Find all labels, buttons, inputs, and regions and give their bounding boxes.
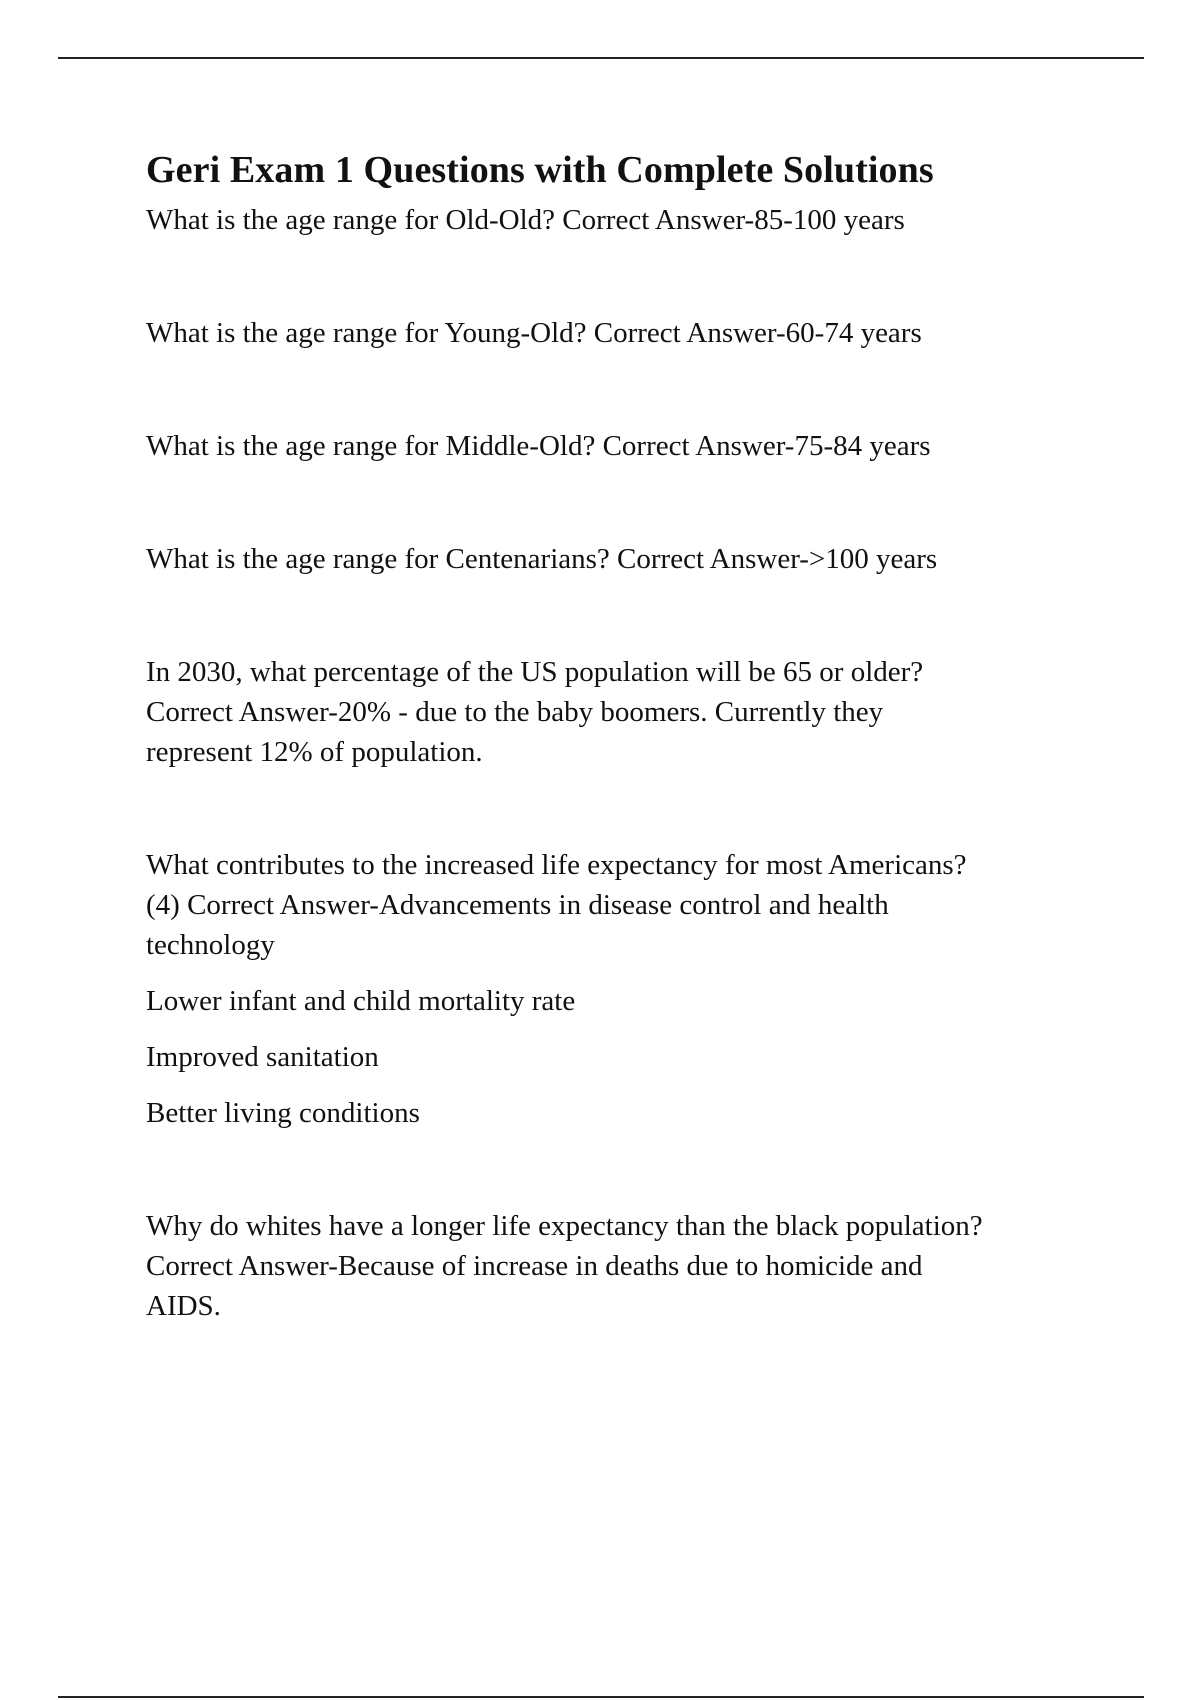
bottom-rule: [58, 1696, 1144, 1698]
top-rule: [58, 57, 1144, 59]
qa-line: What contributes to the increased life expectancy for most Americans?: [146, 849, 967, 881]
page-title: Geri Exam 1 Questions with Complete Solutions: [146, 149, 934, 191]
qa-line: What is the age range for Old-Old? Correct Answer-85-100 years: [146, 204, 905, 236]
qa-line: AIDS.: [146, 1290, 221, 1322]
qa-line: Why do whites have a longer life expectancy than the black population?: [146, 1210, 983, 1242]
qa-entry-old-old: [146, 200, 1106, 240]
qa-line: What is the age range for Centenarians? Correct Answer->100 years: [146, 543, 938, 575]
qa-entry-middle-old: [146, 426, 1106, 466]
answer-item: Improved sanitation: [146, 1041, 379, 1073]
qa-line: (4) Correct Answer-Advancements in disease control and health: [146, 889, 889, 921]
qa-line: Correct Answer-Because of increase in deaths due to homicide and: [146, 1250, 923, 1282]
qa-entry-centenarians: [146, 539, 1106, 579]
qa-line: represent 12% of population.: [146, 736, 483, 768]
qa-line: technology: [146, 929, 275, 961]
qa-line: What is the age range for Middle-Old? Correct Answer-75-84 years: [146, 430, 931, 462]
answer-item: Lower infant and child mortality rate: [146, 985, 576, 1017]
qa-line: In 2030, what percentage of the US population will be 65 or older?: [146, 656, 924, 688]
document-body: [146, 140, 1106, 1326]
qa-entry-race-life-expectancy: [146, 1206, 1106, 1326]
qa-entry-young-old: [146, 313, 1106, 353]
qa-line: What is the age range for Young-Old? Correct Answer-60-74 years: [146, 317, 922, 349]
answer-item: Better living conditions: [146, 1097, 420, 1129]
qa-line: Correct Answer-20% - due to the baby boomers. Currently they: [146, 696, 884, 728]
qa-entry-2030-population: [146, 652, 1106, 772]
qa-entry-life-expectancy: [146, 845, 1106, 965]
